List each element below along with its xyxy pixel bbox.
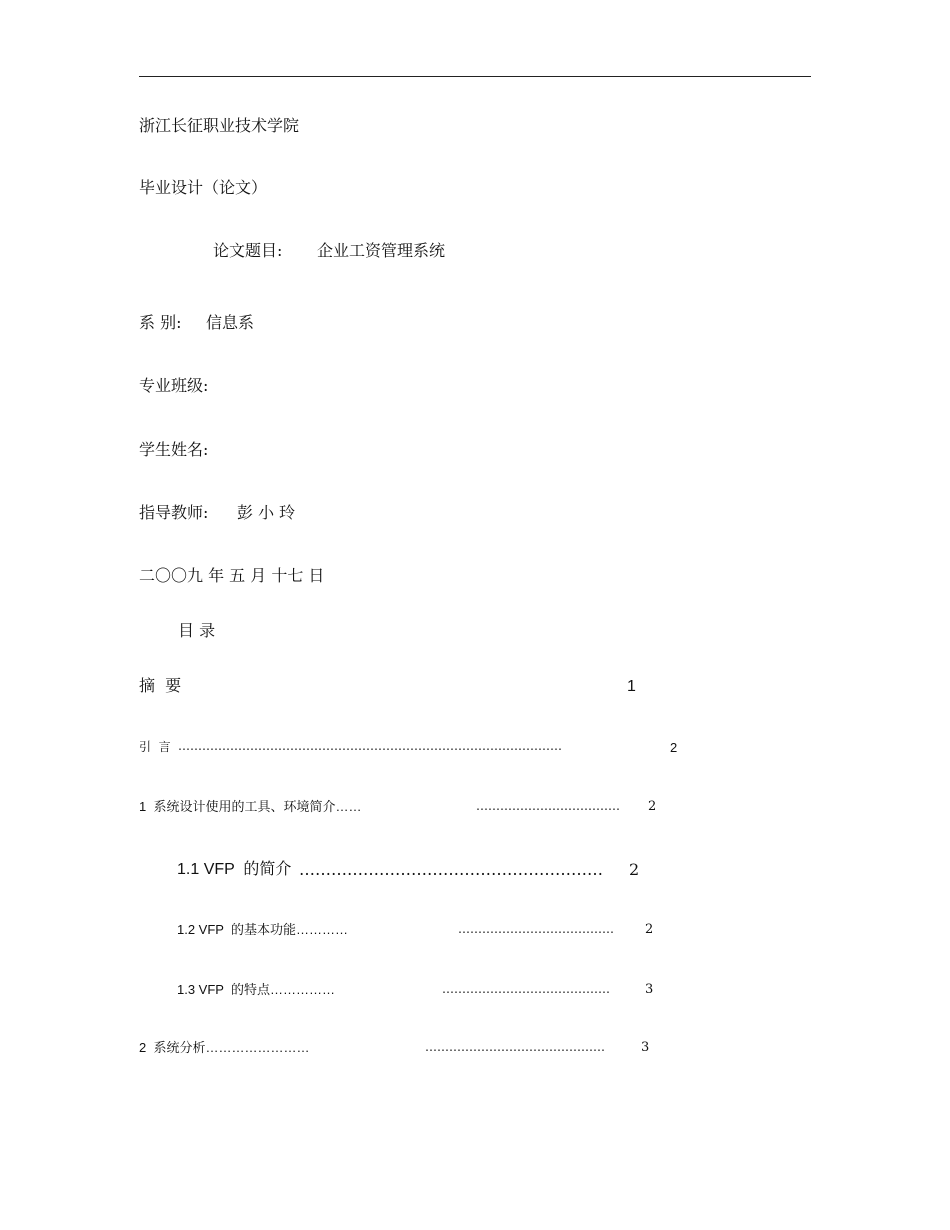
document-type: 毕业设计（论文） xyxy=(139,178,268,197)
toc-entry-title: 1.3 VFP 的特点…………… xyxy=(177,982,335,997)
toc-entry-page: 2 xyxy=(670,740,678,755)
toc-entry-leader: ……………………………………… xyxy=(425,1041,605,1053)
toc-entry-title: 1 系统设计使用的工具、环境简介…… xyxy=(139,799,362,814)
header-rule xyxy=(139,76,811,77)
advisor-name: 彭 小 玲 xyxy=(237,503,296,522)
toc-entry-page: 2 xyxy=(648,799,657,814)
department-label: 系 别: xyxy=(139,313,182,332)
toc-heading: 目 录 xyxy=(178,621,216,640)
thesis-title-value: 企业工资管理系统 xyxy=(317,241,446,260)
class-label: 专业班级: xyxy=(139,376,209,395)
advisor-label: 指导教师: xyxy=(139,503,209,522)
toc-entry-title: 引 言 xyxy=(139,740,171,754)
toc-entry-title: 摘 要 xyxy=(139,676,182,695)
department-value: 信息系 xyxy=(206,313,255,332)
toc-entry-title: 2 系统分析…………………… xyxy=(139,1040,310,1055)
toc-entry-title: 1.2 VFP 的基本功能………… xyxy=(177,922,348,937)
toc-entry-page: 2 xyxy=(629,860,640,879)
toc-entry-leader: ……………………………… xyxy=(476,800,620,812)
toc-entry-page: 2 xyxy=(645,922,654,937)
toc-entry-title: 1.1 VFP 的简介 xyxy=(177,861,292,878)
toc-entry-leader: …………………………………… xyxy=(442,983,610,995)
toc-entry-page: 3 xyxy=(641,1040,650,1055)
toc-entry-leader: ………………………………… xyxy=(458,923,614,935)
thesis-title-label: 论文题目: xyxy=(213,241,283,260)
student-name-label: 学生姓名: xyxy=(139,440,209,459)
toc-entry-leader: ………………………………………………… xyxy=(299,862,603,878)
toc-entry-page: 1 xyxy=(627,678,636,695)
toc-entry-leader: …………………………………………………………………………………… xyxy=(178,740,562,752)
school-name: 浙江长征职业技术学院 xyxy=(139,116,300,135)
date-line: 二〇〇九 年 五 月 十七 日 xyxy=(139,566,325,585)
toc-entry-page: 3 xyxy=(645,982,654,997)
